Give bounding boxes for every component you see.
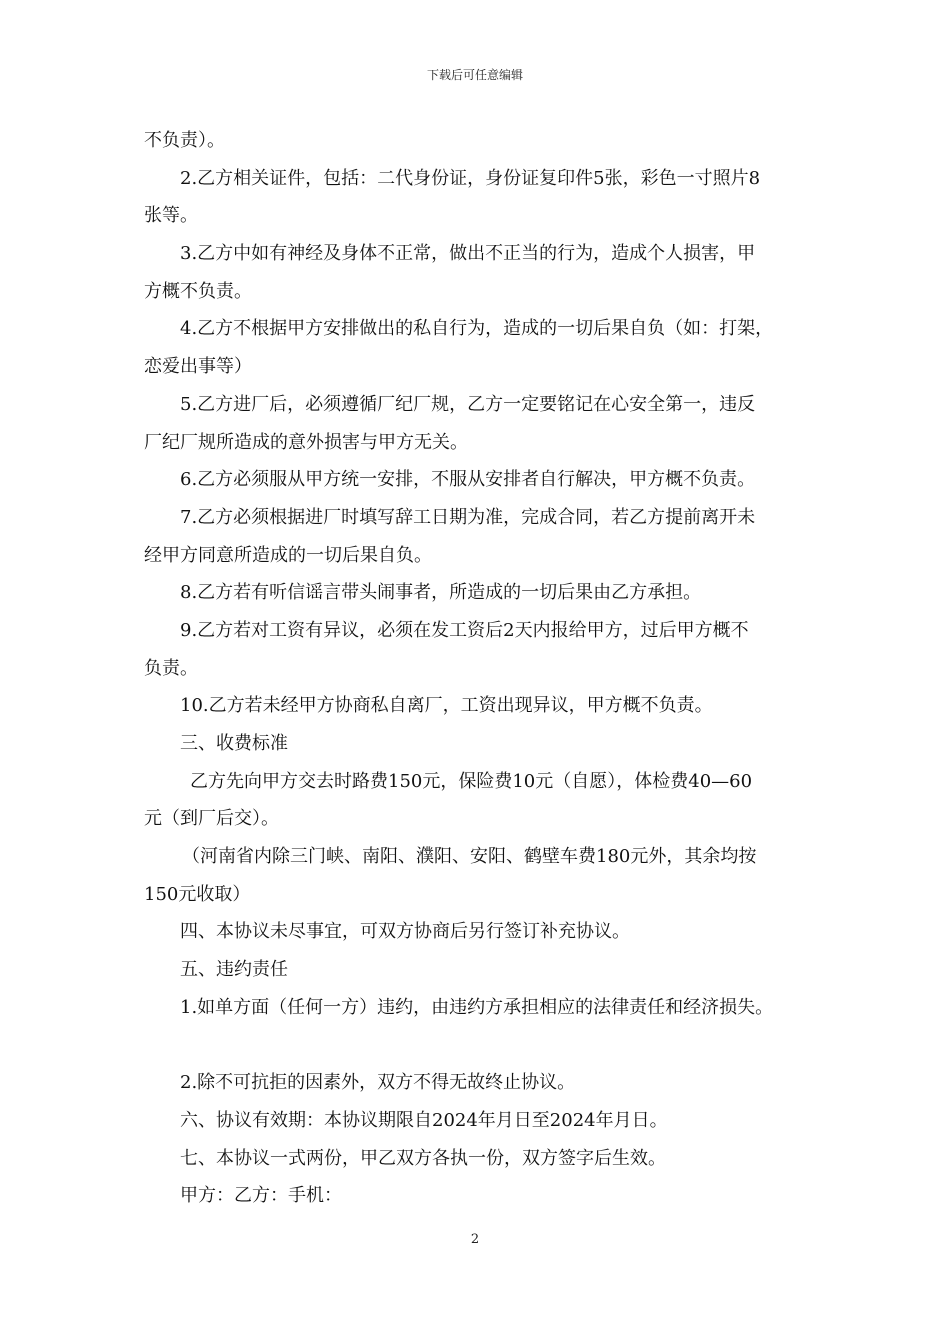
- text-line: 经甲方同意所造成的一切后果自负。: [144, 544, 432, 566]
- section-heading: 三、收费标准: [180, 733, 288, 754]
- blank-line: [144, 1027, 820, 1065]
- text-line: 元（到厂后交）。: [144, 808, 279, 830]
- text-line: 不负责）。: [144, 130, 225, 151]
- text-line: 厂纪厂规所造成的意外损害与甲方无关。: [144, 431, 468, 453]
- text-line: 10.乙方若未经甲方协商私自离厂，工资出现异议，甲方概不负责。: [180, 695, 713, 717]
- text-line: 9.乙方若对工资有异议，必须在发工资后2天内报给甲方，过后甲方概不: [180, 619, 749, 641]
- text-line: 2.乙方相关证件，包括：二代身份证，身份证复印件5张，彩色一寸照片8: [180, 167, 761, 189]
- text-line: 5.乙方进厂后，必须遵循厂纪厂规，乙方一定要铭记在心安全第一，违反: [180, 393, 756, 415]
- text-line: 3.乙方中如有神经及身体不正常，做出不正当的行为，造成个人损害，甲: [180, 243, 756, 265]
- text-line: 方概不负责。: [144, 280, 252, 302]
- text-line: 负责。: [144, 657, 198, 679]
- page-number: 2: [470, 1232, 480, 1247]
- signature-line: 甲方：乙方：手机：: [180, 1185, 342, 1207]
- document-body: [144, 122, 820, 1215]
- text-line: 1.如单方面（任何一方）违约，由违约方承担相应的法律责任和经济损失。: [180, 996, 774, 1018]
- text-line: 2.除不可抗拒的因素外，双方不得无故终止协议。: [180, 1072, 576, 1094]
- text-line: 7.乙方必须根据进厂时填写辞工日期为准，完成合同，若乙方提前离开未: [180, 506, 756, 528]
- text-line: 150元收取）: [144, 883, 251, 905]
- text-line: 恋爱出事等）: [144, 356, 252, 378]
- text-line: （河南省内除三门峡、南阳、濮阳、安阳、鹤壁车费180元外，其余均按: [182, 846, 757, 868]
- section-heading: 四、本协议未尽事宜，可双方协商后另行签订补充协议。: [180, 921, 630, 943]
- section-heading: 六、协议有效期：本协议期限自2024年月日至2024年月日。: [180, 1109, 668, 1131]
- text-line: 4.乙方不根据甲方安排做出的私自行为，造成的一切后果自负（如：打架，: [180, 318, 774, 340]
- section-heading: 五、违约责任: [180, 959, 288, 981]
- page-header: 下载后可任意编辑: [426, 68, 523, 82]
- text-line: 乙方先向甲方交去时路费150元，保险费10元（自愿），体检费40—60: [190, 770, 753, 792]
- text-line: 张等。: [144, 205, 198, 227]
- section-heading: 七、本协议一式两份，甲乙双方各执一份，双方签字后生效。: [180, 1147, 666, 1169]
- text-line: 8.乙方若有听信谣言带头闹事者，所造成的一切后果由乙方承担。: [180, 582, 702, 604]
- text-line: 6.乙方必须服从甲方统一安排，不服从安排者自行解决，甲方概不负责。: [180, 469, 756, 491]
